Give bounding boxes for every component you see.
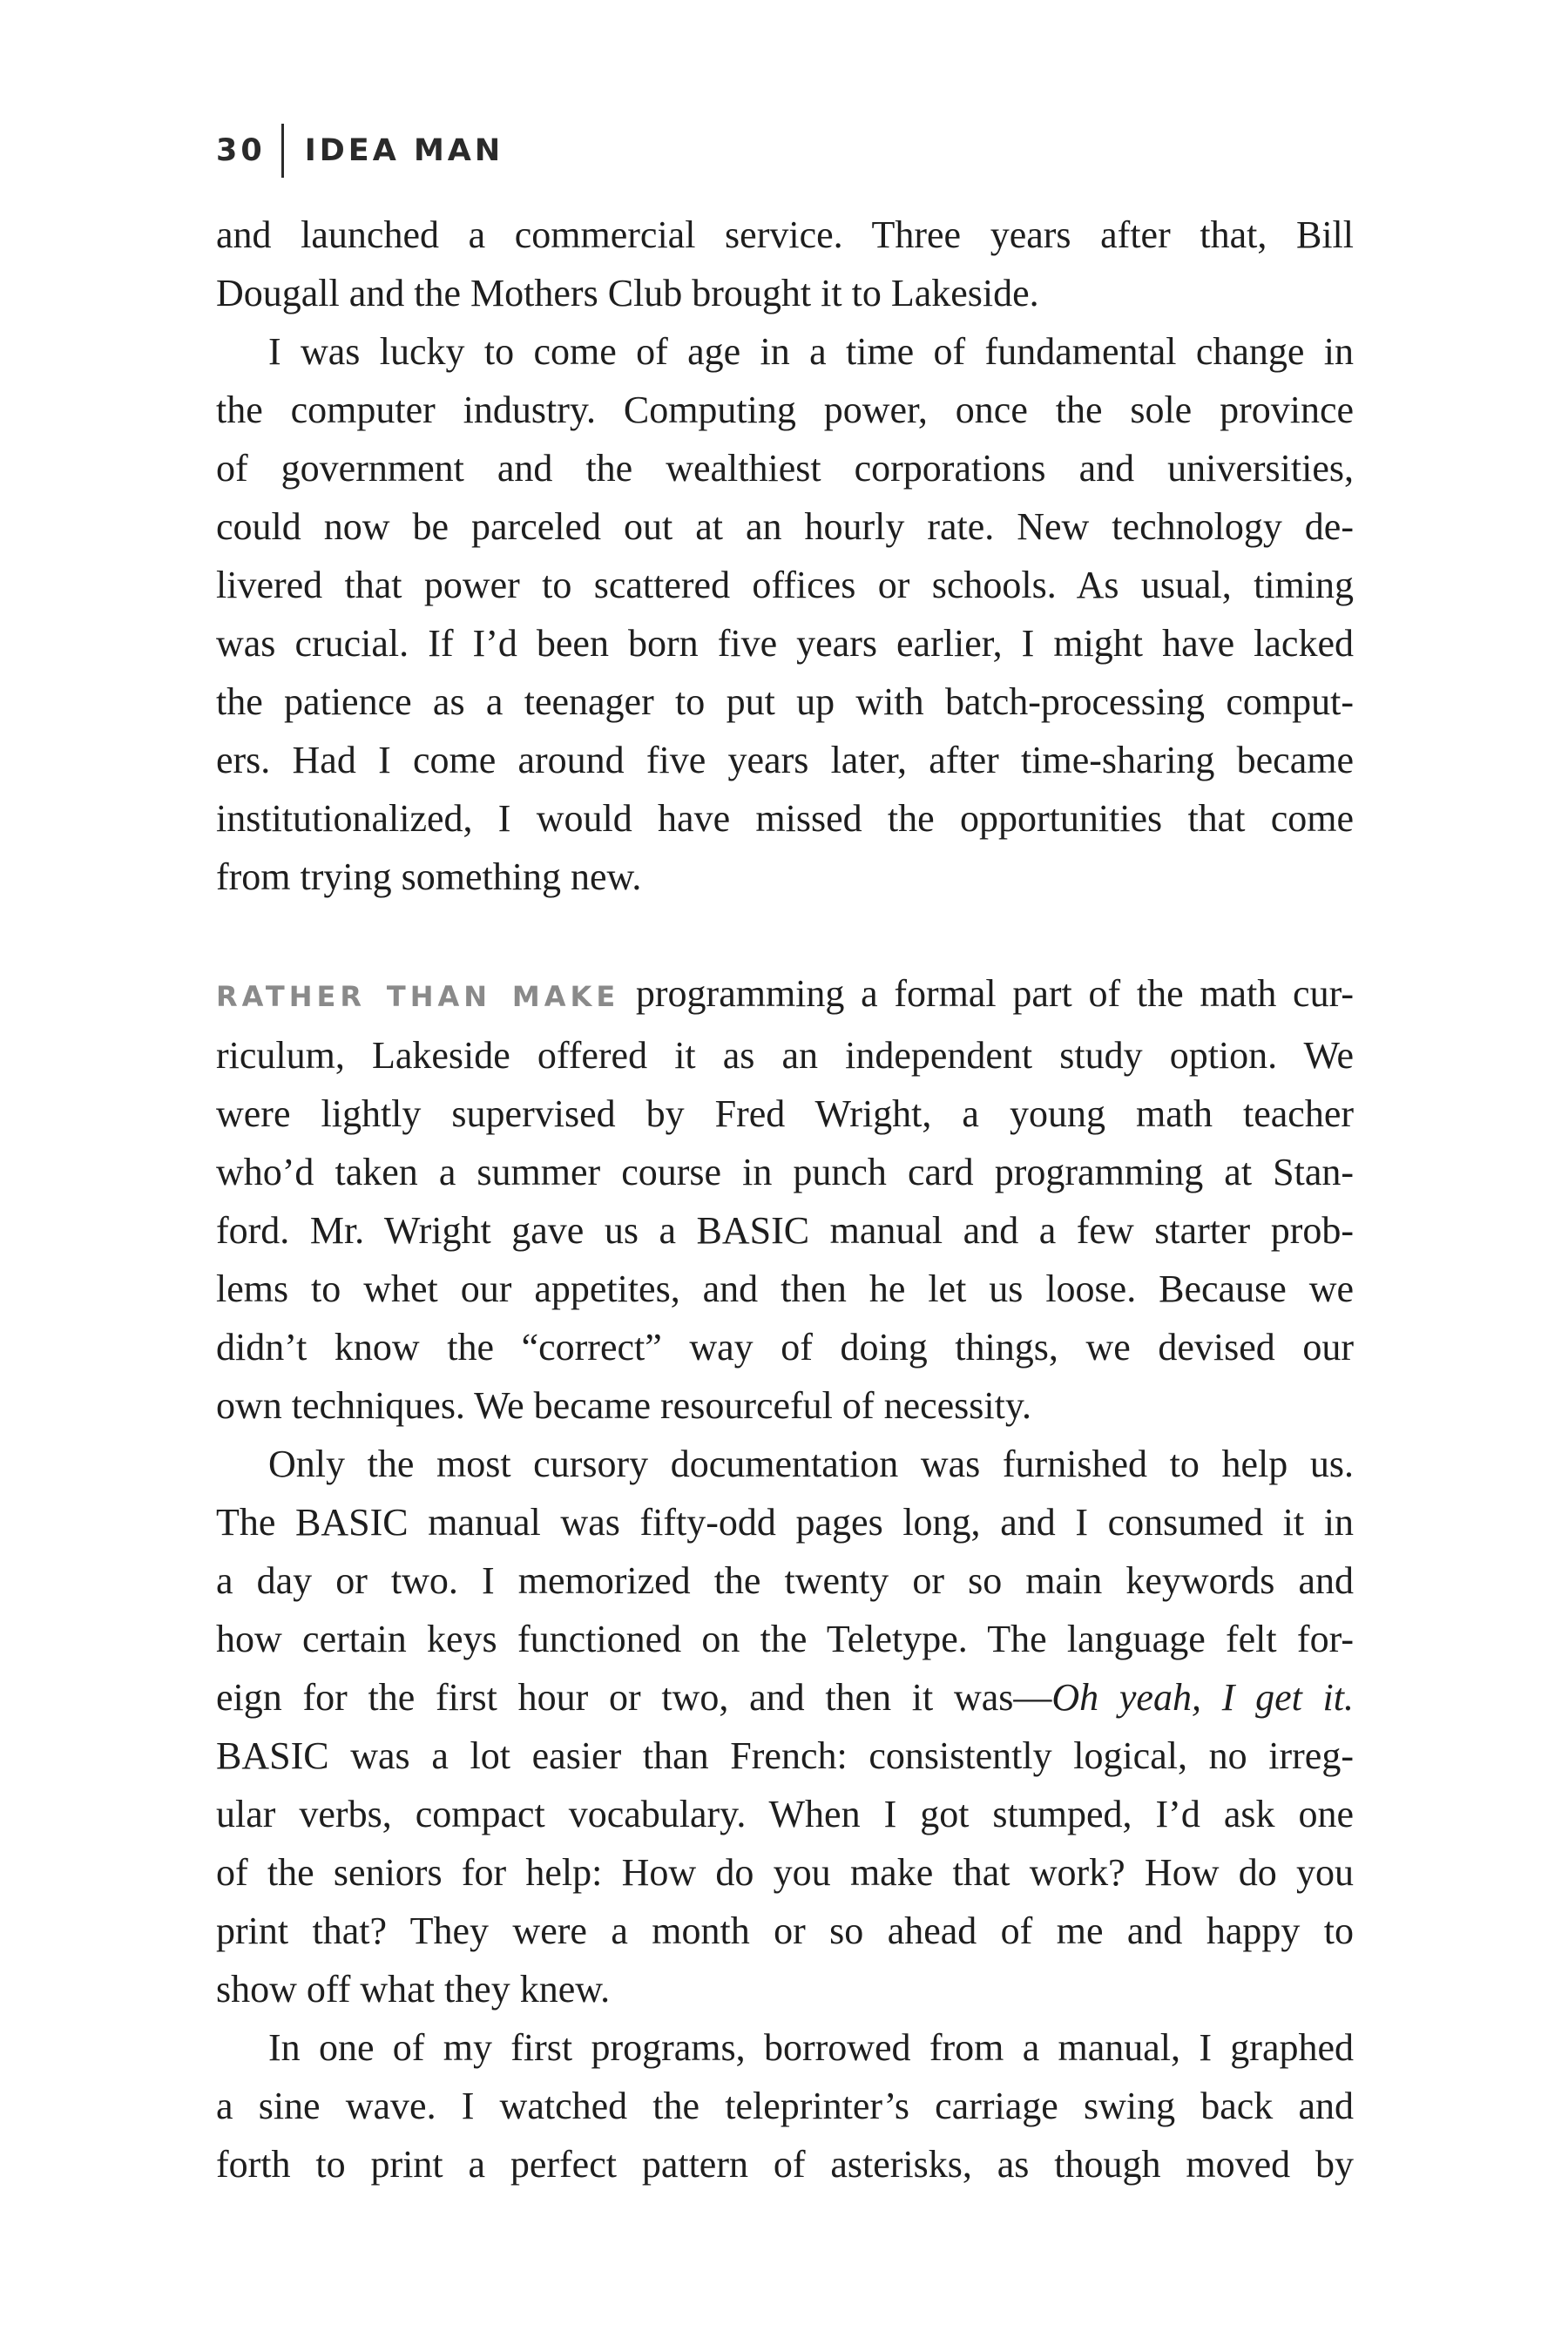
text-line: didn’t know the “correct” way of doing things, we devised our [216, 1326, 1354, 1369]
text-line: forth to print a perfect pattern of asterisks, as though moved by [216, 2143, 1354, 2186]
text-line: riculum, Lakeside offered it as an independent study option. We [216, 1034, 1354, 1077]
text-line: print that? They were a month or so ahead of me and happy to [216, 1909, 1354, 1952]
text-line: RATHER THAN MAKE programming a formal part of the math cur- [216, 972, 1354, 1015]
text-line: how certain keys functioned on the Teletype. The language felt for- [216, 1618, 1354, 1660]
running-head [216, 125, 504, 177]
text-line: and launched a commercial service. Three years after that, Bill [216, 213, 1354, 256]
text-line: Dougall and the Mothers Club brought it to Lakeside. [216, 272, 1039, 314]
text-line: BASIC was a lot easier than French: consistently logical, no irreg- [216, 1734, 1354, 1777]
page-number: 30 [216, 133, 266, 168]
text-line: livered that power to scattered offices or schools. As usual, timing [216, 564, 1354, 606]
text-line: were lightly supervised by Fred Wright, a young math teacher [216, 1092, 1354, 1135]
italic-phrase: Oh yeah, I get it. [1051, 1676, 1354, 1719]
text-line: Only the most cursory documentation was furnished to help us. [268, 1443, 1354, 1485]
book-title: IDEA MAN [304, 133, 504, 168]
text-line: ford. Mr. Wright gave us a BASIC manual and a few starter prob- [216, 1209, 1354, 1252]
text-line: the computer industry. Computing power, once the sole province [216, 389, 1354, 431]
text-line: from trying something new. [216, 855, 642, 898]
text-line: ular verbs, compact vocabulary. When I got stumped, I’d ask one [216, 1793, 1354, 1835]
header-divider [281, 124, 284, 178]
section-break [216, 906, 1354, 964]
text-line: a sine wave. I watched the teleprinter’s carriage swing back and [216, 2085, 1354, 2127]
text-line: ers. Had I come around five years later, after time-sharing became [216, 739, 1354, 781]
text-line: of the seniors for help: How do you make that work? How do you [216, 1851, 1354, 1894]
text-line: eign for the first hour or two, and then it was—Oh yeah, I get it. [216, 1676, 1354, 1719]
text-line: of government and the wealthiest corporations and universities, [216, 447, 1354, 490]
text-line: The BASIC manual was fifty-odd pages long, and I consumed it in [216, 1501, 1354, 1544]
section-lead-in: RATHER THAN MAKE [216, 980, 620, 1013]
text-line: I was lucky to come of age in a time of fundamental change in [268, 330, 1354, 373]
text-line: lems to whet our appetites, and then he let us loose. Because we [216, 1267, 1354, 1310]
text-line: was crucial. If I’d been born five years earlier, I might have lacked [216, 622, 1354, 665]
text-line: who’d taken a summer course in punch card programming at Stan- [216, 1151, 1354, 1193]
text-line: In one of my first programs, borrowed from a manual, I graphed [268, 2026, 1354, 2069]
text-line: show off what they knew. [216, 1968, 611, 2011]
text-line: could now be parceled out at an hourly rate. New technology de- [216, 505, 1354, 548]
text-line: the patience as a teenager to put up with batch-processing comput- [216, 680, 1354, 723]
body-text [216, 206, 1354, 2193]
text-line: institutionalized, I would have missed the opportunities that come [216, 797, 1354, 840]
text-line: a day or two. I memorized the twenty or so main keywords and [216, 1559, 1354, 1602]
text-line: own techniques. We became resourceful of necessity. [216, 1384, 1031, 1427]
